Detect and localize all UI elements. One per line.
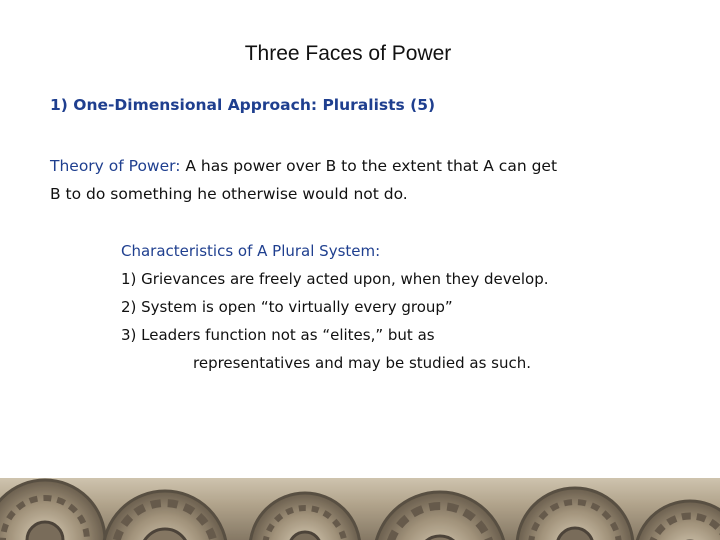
slide-title: Three Faces of Power: [244, 42, 452, 65]
characteristic-item-3: 3) Leaders function not as “elites,” but as: [121, 326, 435, 344]
characteristic-item-3-continuation: representatives and may be studied as such.: [193, 354, 531, 372]
gears-image: [0, 478, 720, 540]
characteristic-item-2: 2) System is open “to virtually every group”: [121, 298, 453, 316]
gear-banner: [0, 478, 720, 540]
section-heading: 1) One-Dimensional Approach: Pluralists (5): [50, 96, 436, 114]
characteristics-block: [121, 237, 701, 377]
characteristic-item-1: 1) Grievances are freely acted upon, when they develop.: [121, 270, 549, 288]
theory-label: Theory of Power:: [50, 157, 181, 175]
theory-text-line1: A has power over B to the extent that A can get: [180, 157, 558, 175]
characteristics-heading: Characteristics of A Plural System:: [121, 242, 381, 260]
theory-text-line2: B to do something he otherwise would not do.: [50, 185, 408, 203]
theory-paragraph: [50, 152, 650, 208]
